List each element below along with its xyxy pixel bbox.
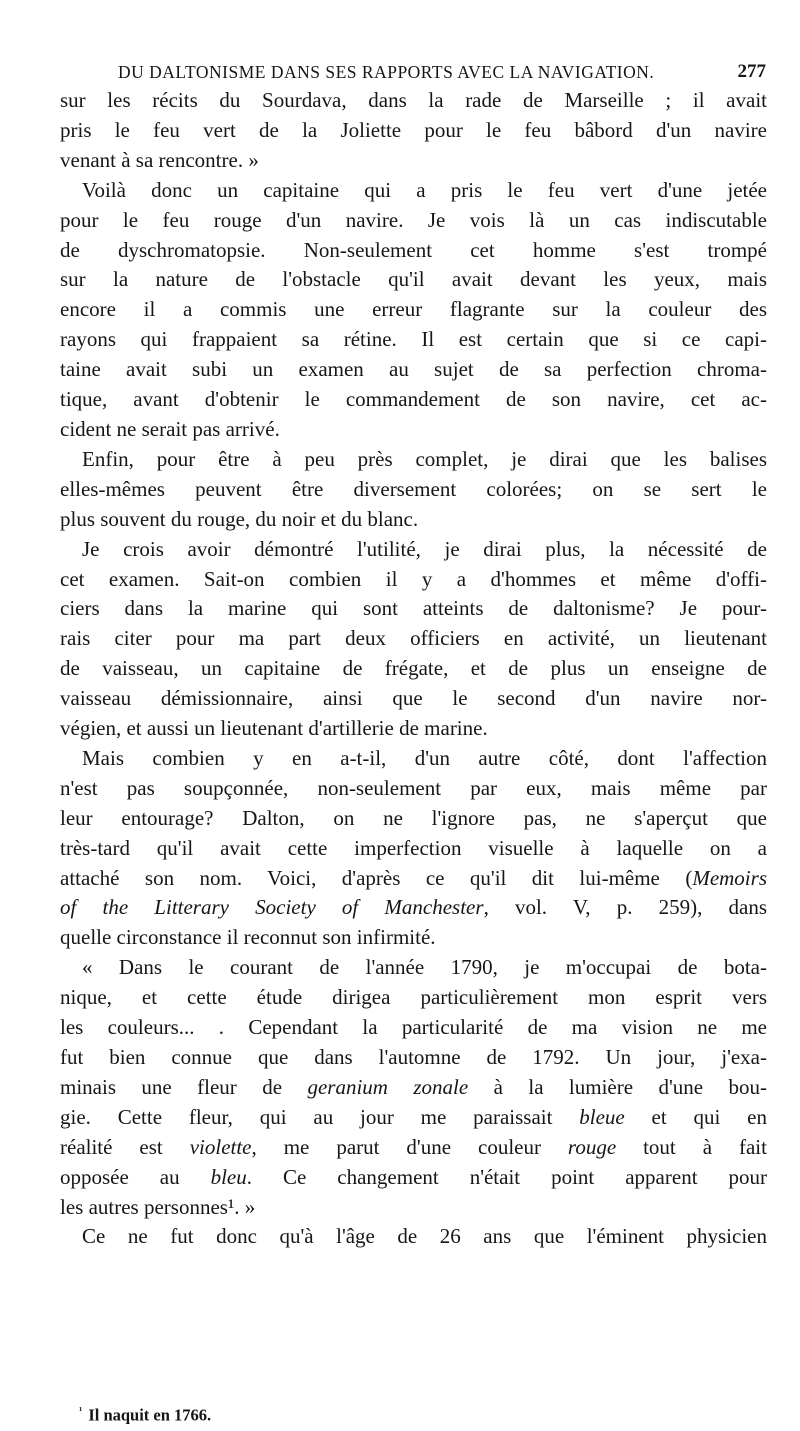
- text-line: nique, et cette étude dirigea particulièrement mon esprit vers: [60, 985, 767, 1010]
- body-text: [60, 86, 767, 1252]
- footnote-mark: ¹: [79, 1405, 83, 1417]
- text-line: pour le feu rouge d'un navire. Je vois là un cas indiscutable: [60, 207, 767, 232]
- text-line: de dyschromatopsie. Non-seulement cet homme s'est trompé: [60, 237, 767, 262]
- text-line: ciers dans la marine qui sont atteints de daltonisme? Je pour-: [60, 596, 767, 621]
- text-line: fut bien connue que dans l'automne de 1792. Un jour, j'exa-: [60, 1045, 767, 1069]
- text-line: les autres personnes¹. »: [60, 1194, 256, 1219]
- page-header: [118, 58, 766, 86]
- text-line: venant à sa rencontre. »: [60, 147, 259, 172]
- text-line: n'est pas soupçonnée, non-seulement par eux, mais même par: [60, 775, 767, 800]
- text-line: quelle circonstance il reconnut son infirmité.: [60, 925, 436, 950]
- text-line: Mais combien y en a-t-il, d'un autre côté, dont l'affection: [82, 745, 767, 770]
- text-line: de vaisseau, un capitaine de frégate, et de plus un enseigne de: [60, 656, 767, 681]
- text-line: cet examen. Sait-on combien il y a d'hommes et même d'offi-: [60, 566, 767, 591]
- page-number: 277: [737, 61, 766, 82]
- text-line: gie. Cette fleur, qui au jour me paraissait bleue et qui en: [60, 1104, 767, 1129]
- text-line: encore il a commis une erreur flagrante sur la couleur des: [60, 297, 767, 322]
- footnote: [79, 1400, 211, 1427]
- text-line: of the Litterary Society of Manchester, vol. V, p. 259), dans: [60, 895, 768, 920]
- text-line: plus souvent du rouge, du noir et du blanc.: [60, 506, 419, 531]
- text-line: opposée au bleu. Ce changement n'était point apparent pour: [60, 1164, 767, 1189]
- text-line: vaisseau démissionnaire, ainsi que le second d'un navire nor-: [60, 686, 767, 711]
- text-line: « Dans le courant de l'année 1790, je m'occupai de bota-: [82, 955, 767, 980]
- text-line: taine avait subi un examen au sujet de sa perfection chroma-: [60, 357, 767, 382]
- text-line: leur entourage? Dalton, on ne l'ignore pas, ne s'aperçut que: [60, 805, 767, 830]
- footnote-text: Il naquit en 1766.: [88, 1405, 212, 1425]
- text-line: pris le feu vert de la Joliette pour le feu bâbord d'un navire: [60, 117, 767, 142]
- running-title: DU DALTONISME DANS SES RAPPORTS AVEC LA NAVIGATION.: [118, 62, 655, 82]
- text-line: attaché son nom. Voici, d'après ce qu'il dit lui-même (Memoirs: [60, 865, 767, 890]
- text-line: minais une fleur de geranium zonale à la lumière d'une bou-: [60, 1074, 768, 1099]
- text-line: sur les récits du Sourdava, dans la rade de Marseille ; il avait: [60, 88, 767, 112]
- text-line: les couleurs... . Cependant la particularité de ma vision ne me: [60, 1015, 767, 1040]
- text-line: rayons qui frappaient sa rétine. Il est certain que si ce capi-: [60, 327, 767, 352]
- text-line: très-tard qu'il avait cette imperfection visuelle à laquelle on a: [60, 835, 767, 860]
- text-line: Je crois avoir démontré l'utilité, je dirai plus, la nécessité de: [82, 536, 767, 561]
- text-line: Voilà donc un capitaine qui a pris le feu vert d'une jetée: [82, 177, 767, 202]
- text-line: cident ne serait pas arrivé.: [60, 416, 280, 441]
- text-line: elles-mêmes peuvent être diversement colorées; on se sert le: [60, 476, 767, 501]
- text-line: tique, avant d'obtenir le commandement de son navire, cet ac-: [60, 387, 767, 412]
- text-line: Ce ne fut donc qu'à l'âge de 26 ans que l'éminent physicien: [82, 1224, 767, 1249]
- text-line: végien, et aussi un lieutenant d'artillerie de marine.: [60, 716, 488, 741]
- text-line: Enfin, pour être à peu près complet, je dirai que les balises: [82, 446, 767, 471]
- text-line: réalité est violette, me parut d'une couleur rouge tout à fait: [60, 1134, 767, 1159]
- text-line: rais citer pour ma part deux officiers en activité, un lieutenant: [60, 626, 767, 651]
- text-line: sur la nature de l'obstacle qu'il avait devant les yeux, mais: [60, 267, 767, 292]
